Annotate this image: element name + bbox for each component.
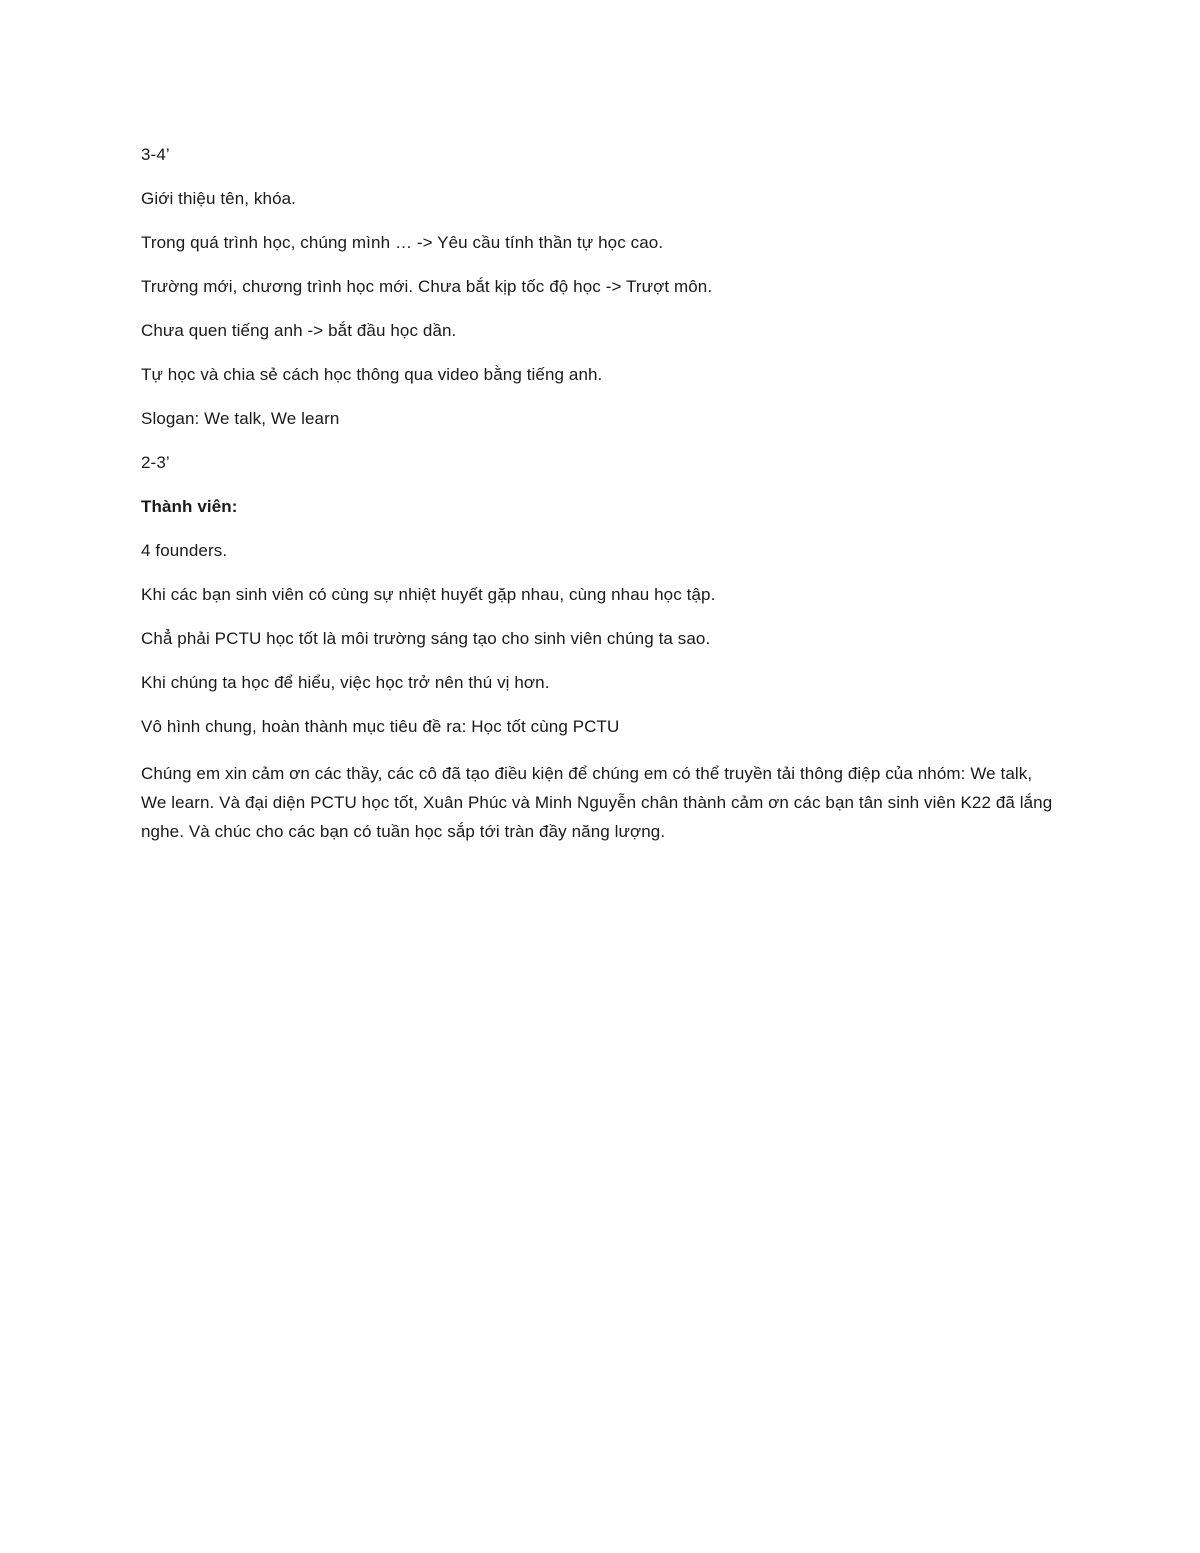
- paragraph-intro: Giới thiệu tên, khóa.: [141, 189, 297, 208]
- paragraph-time-1: 3-4’: [141, 145, 170, 164]
- paragraph-understand: Khi chúng ta học để hiểu, việc học trở nên thú vị hơn.: [141, 673, 550, 692]
- paragraph-new-school: Trường mới, chương trình học mới. Chưa bắt kịp tốc độ học -> Trượt môn.: [141, 277, 713, 296]
- paragraph-slogan: Slogan: We talk, We learn: [141, 409, 340, 428]
- paragraph-english: Chưa quen tiếng anh -> bắt đầu học dần.: [141, 321, 457, 340]
- paragraph-goal: Vô hình chung, hoàn thành mục tiêu đề ra: Học tốt cùng PCTU: [141, 717, 620, 736]
- paragraph-thanks: Chúng em xin cảm ơn các thầy, các cô đã tạo điều kiện để chúng em có thể truyền tải thông điệp của nhóm: We talk, We learn. Và đại diện PCTU học tốt, Xuân Phúc và Minh Nguyễn chân thành cảm ơn các bạn tân sinh viên K22 đã lắng nghe. Và chúc cho các bạn có tuần học sắp tới tràn đầy năng lượng.: [141, 764, 1053, 841]
- paragraph-time-2: 2-3’: [141, 453, 170, 472]
- paragraph-members-heading: Thành viên:: [141, 497, 238, 516]
- paragraph-enthusiasm: Khi các bạn sinh viên có cùng sự nhiệt huyết gặp nhau, cùng nhau học tập.: [141, 585, 716, 604]
- paragraph-founders: 4 founders.: [141, 541, 228, 560]
- document-body: [141, 143, 1061, 866]
- paragraph-self-study: Trong quá trình học, chúng mình … -> Yêu cầu tính thần tự học cao.: [141, 233, 664, 252]
- paragraph-video: Tự học và chia sẻ cách học thông qua video bằng tiếng anh.: [141, 365, 603, 384]
- paragraph-creative-env: Chẳ phải PCTU học tốt là môi trường sáng tạo cho sinh viên chúng ta sao.: [141, 629, 711, 648]
